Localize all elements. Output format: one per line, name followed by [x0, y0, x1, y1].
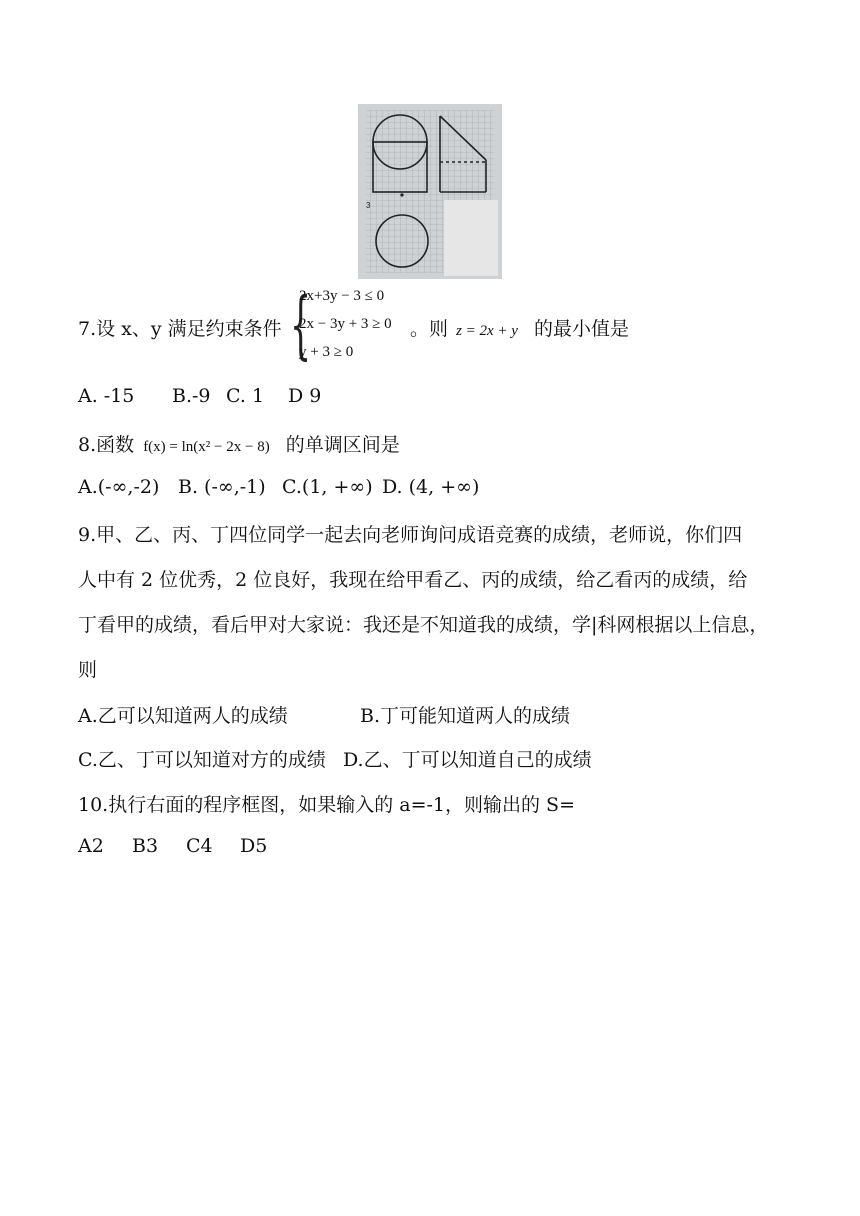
- q7-constraint-2: 2x − 3y + 3 ≥ 0: [299, 316, 392, 332]
- question-8: [78, 430, 400, 457]
- q7-option-c: C. 1: [226, 385, 265, 407]
- q8-options: [78, 476, 479, 498]
- q10-option-a: A2: [78, 835, 104, 857]
- q7-constraint-3: y + 3 ≥ 0: [299, 344, 354, 360]
- q8-expression: f(x) = ln(x² − 2x − 8): [143, 439, 270, 455]
- q10-option-d: D5: [240, 835, 268, 857]
- q10-options: [78, 835, 267, 857]
- q7-prefix: 7.设 x、y 满足约束条件: [78, 318, 282, 340]
- q7-constraint-system: [290, 282, 410, 368]
- q10-option-c: C4: [186, 835, 213, 857]
- q7-options: [78, 385, 321, 407]
- q7-option-d: D 9: [288, 385, 322, 407]
- q8-option-b: B. (-∞,-1): [178, 476, 266, 498]
- q8-prefix: 8.函数: [78, 434, 135, 456]
- q7-expression: z = 2x + y: [456, 323, 518, 339]
- brace-icon: {: [290, 282, 312, 368]
- q9-line-4: 则: [78, 659, 98, 681]
- q9-options-row-1: [78, 701, 570, 728]
- q7-suffix: 的最小值是: [534, 318, 630, 340]
- q9-option-c: C.乙、丁可以知道对方的成绩: [78, 749, 326, 771]
- question-10: 10.执行右面的程序框图，如果输入的 a=-1，则输出的 S=: [78, 794, 575, 816]
- q7-option-a: A. -15: [78, 385, 135, 407]
- q7-mid: 。则: [410, 318, 449, 340]
- q8-option-c: C.(1, +∞): [282, 476, 373, 498]
- q9-option-a: A.乙可以知道两人的成绩: [78, 705, 288, 727]
- three-view-figure: [358, 104, 502, 279]
- figure-label: 3: [366, 201, 371, 210]
- q7-option-b: B.-9: [172, 385, 211, 407]
- q9-option-d: D.乙、丁可以知道自己的成绩: [343, 749, 592, 771]
- q9-line-3: 丁看甲的成绩，看后甲对大家说：我还是不知道我的成绩，学|科网根据以上信息，: [78, 614, 769, 636]
- q7-tail: [410, 314, 629, 341]
- q9-line-1: 9.甲、乙、丙、丁四位同学一起去向老师询问成语竞赛的成绩，老师说，你们四: [78, 524, 743, 546]
- q7-constraint-1: 2x+3y − 3 ≤ 0: [299, 288, 385, 304]
- q9-options-row-2: [78, 745, 592, 772]
- q10-option-b: B3: [132, 835, 159, 857]
- q8-option-d: D. (4, +∞): [382, 476, 480, 498]
- q8-suffix: 的单调区间是: [285, 434, 400, 456]
- q8-option-a: A.(-∞,-2): [78, 476, 160, 498]
- q9-line-2: 人中有 2 位优秀，2 位良好，我现在给甲看乙、丙的成绩，给乙看丙的成绩，给: [78, 569, 748, 591]
- question-7: [78, 314, 282, 341]
- q9-option-b: B.丁可能知道两人的成绩: [360, 705, 571, 727]
